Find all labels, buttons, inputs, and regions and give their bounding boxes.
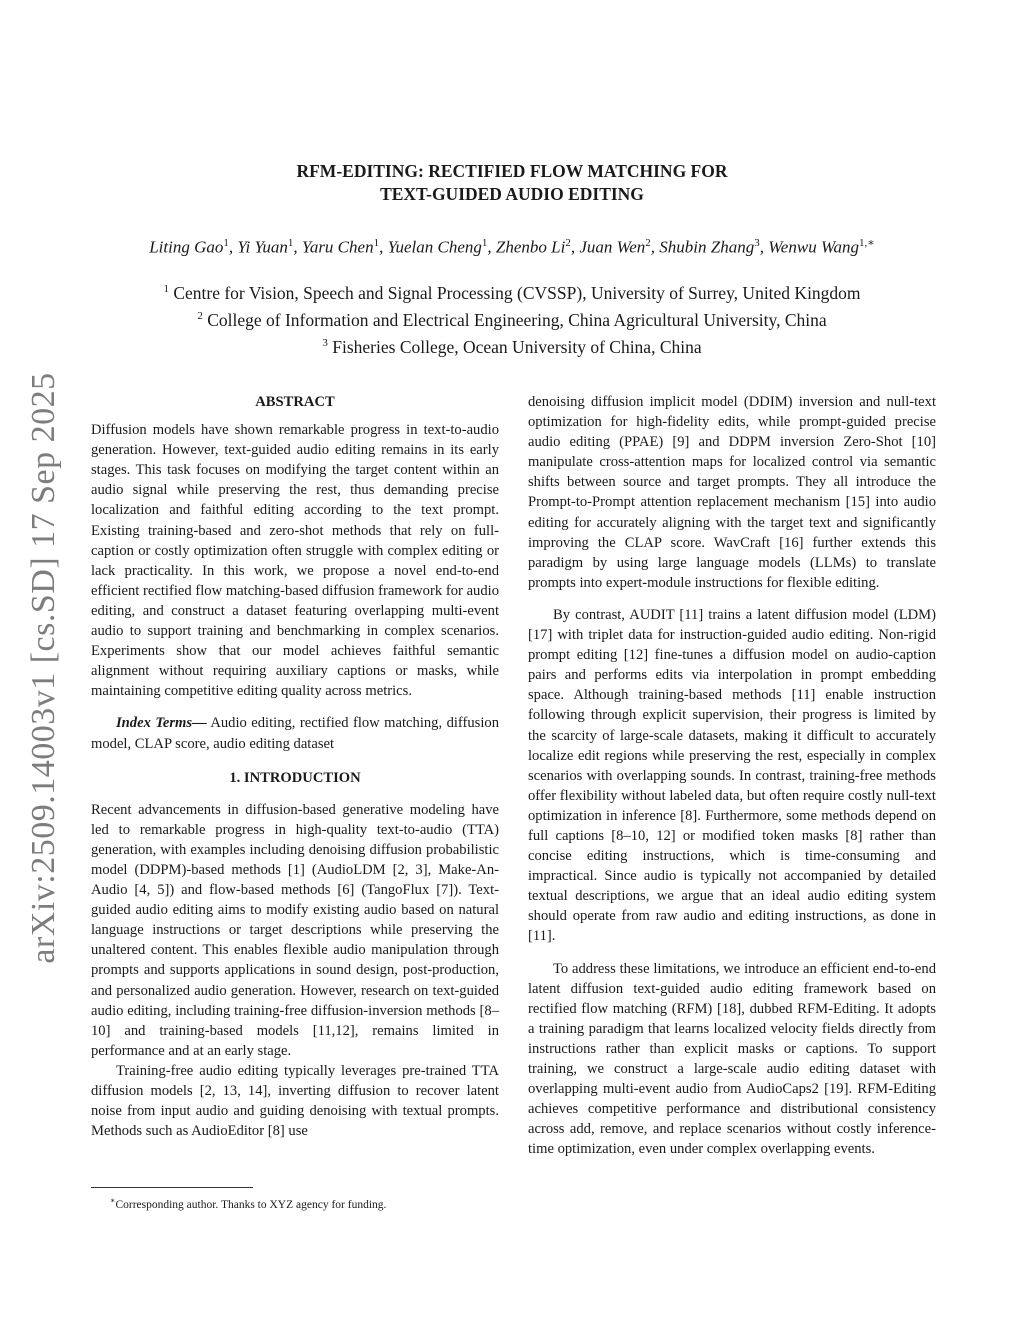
author-affil-sup: 2 — [565, 237, 571, 249]
index-terms — [91, 713, 499, 753]
author-name: Yaru Chen — [301, 237, 374, 257]
author-name: Wenwu Wang — [768, 237, 860, 257]
author-affil-sup: 1,∗ — [859, 237, 875, 249]
author-name: Zhenbo Li — [495, 237, 566, 257]
affiliation-line — [0, 332, 1024, 359]
affiliation-sup: 3 — [322, 336, 328, 349]
title-line-2: TEXT-GUIDED AUDIO EDITING — [380, 184, 644, 204]
footnote-marker: ∗ — [110, 1196, 116, 1205]
author-name: Juan Wen — [579, 237, 646, 257]
affiliation-sup: 1 — [163, 283, 169, 295]
left-column — [91, 392, 499, 1141]
author-affil-sup: 1 — [223, 237, 229, 249]
author-name: Shubin Zhang — [659, 237, 755, 257]
author-affil-sup: 1 — [373, 237, 380, 249]
title-line-1: RFM-EDITING: RECTIFIED FLOW MATCHING FOR — [296, 161, 728, 181]
index-terms-text: Audio editing, rectified flow matching, diffusion model, CLAP score, audio editing dataset — [91, 715, 500, 752]
author-affil-sup: 2 — [645, 237, 651, 249]
affiliation-line — [0, 278, 1024, 305]
author-affil-sup: 1 — [287, 237, 294, 249]
index-terms-label: Index Terms— — [116, 715, 207, 732]
introduction-heading: 1. INTRODUCTION — [229, 769, 361, 786]
affiliation-text: Centre for Vision, Speech and Signal Processing (CVSSP), University of Surrey, United Kingdom — [173, 282, 861, 303]
footnote-text: Corresponding author. Thanks to XYZ agency for funding. — [115, 1198, 387, 1211]
intro-paragraph-1: Recent advancements in diffusion-based generative modeling have led to remarkable progress in high-quality text-to-audio (TTA) generation, with examples including denoising diffusion probabilistic model (DDPM)-based methods [1] (AudioLDM [2, 3], Make-An-Audio [4, 5]) and flow-based methods [6] (TangoFlux [7]). Text-guided audio editing aims to modify existing audio based on natural language instructions or target descriptions while preserving the unaltered content. This enables flexible audio manipulation through prompts and supports applications in sound design, post-production, and personalized audio generation. However, research on text-guided audio editing, including training-free diffusion-inversion methods [8–10] and training-based models [11,12], remains limited in performance and at an early stage. — [91, 801, 499, 1059]
author-affil-sup: 1 — [481, 237, 488, 249]
abstract-text: Diffusion models have shown remarkable progress in text-to-audio generation. However, text-guided audio editing remains in its early stages. This task focuses on modifying the target content within an audio signal while preserving the rest, thus demanding precise localization and faithful editing according to the text prompt. Existing training-based and zero-shot methods that rely on full-caption or costly optimization often struggle with complex editing or lack practicality. In this work, we propose a novel end-to-end efficient rectified flow matching-based diffusion framework for audio editing, and construct a dataset featuring overlapping multi-event audio to support training and benchmarking in complex scenarios. Experiments show that our model achieves faithful semantic alignment without requiring auxiliary captions or masks, while maintaining competitive editing quality across metrics. — [91, 422, 499, 700]
affiliation-list — [0, 278, 1024, 358]
intro-paragraph-3: By contrast, AUDIT [11] trains a latent diffusion model (LDM) [17] with triplet data for instruction-guided audio editing. Non-rigid prompt editing [12] fine-tunes a diffusion model on audio-caption pairs and performs edits via interpolation in prompt embedding space. Although training-based methods [11] enable instruction following through explicit supervision, their progress is limited by the scarcity of large-scale datasets, making it difficult to accurately localize edit regions while preserving the rest, especially in complex scenarios with overlapping sounds. In contrast, training-free methods offer flexibility without labeled data, but often require costly null-text optimization in inference [8]. Furthermore, some methods depend on full captions [8–10, 12] or modified token masks [8] rather than concise editing instructions, which is time-consuming and impractical. Since audio is typically not accompanied by detailed textual descriptions, we argue that an ideal audio editing system should operate from raw audio and editing instructions, as done in [11]. — [528, 606, 936, 945]
footnote — [110, 1193, 386, 1213]
paper-title — [0, 160, 1024, 206]
intro-paragraph-2-start: Training-free audio editing typically leverages pre-trained TTA diffusion models [2, 13, 14], inverting diffusion to recover latent noise from input audio and guiding denoising with textual prompts. Methods such as AudioEditor [8] use — [91, 1062, 499, 1140]
footnote-rule — [91, 1187, 253, 1188]
right-column — [528, 392, 936, 1159]
arxiv-id-text: arXiv:2509.14003v1 [cs.SD] 17 Sep 2025 — [25, 372, 62, 964]
affiliation-sup: 2 — [197, 309, 203, 322]
affiliation-text: Fisheries College, Ocean University of China, China — [332, 336, 702, 357]
author-list: Liting Gao$^1$, Yi Yuan$^1$, Yaru Chen$^1$, Yuelan Cheng$^1$, Zhenbo Li$^2$, Juan Wen$^2$, Shubin Zhang$^3$, Wenwu Wang$^{1,∗}$ — [149, 237, 875, 257]
affiliation-text: College of Information and Electrical Engineering, China Agricultural University, China — [207, 309, 827, 330]
author-name: Yi Yuan — [237, 237, 288, 257]
author-name: Yuelan Cheng — [387, 237, 482, 257]
intro-paragraph-2-cont: denoising diffusion implicit model (DDIM) inversion and null-text optimization for high-fidelity edits, while prompt-guided precise audio editing (PPAE) [9] and DDPM inversion Zero-Shot [10] manipulate cross-attention maps for localized control via semantic shifts between source and target prompts. They all introduce the Prompt-to-Prompt attention replacement mechanism [15] into audio editing for accurately aligning with the target text and significantly improving the CLAP score. WavCraft [16] further extends this paradigm by using large language models (LLMs) to translate prompts into expert-module instructions for flexible editing. — [528, 394, 936, 591]
author-name: Liting Gao — [149, 237, 224, 257]
abstract-heading: ABSTRACT — [255, 394, 335, 410]
intro-paragraph-4: To address these limitations, we introduce an efficient end-to-end latent diffusion text-guided audio editing framework based on rectified flow matching (RFM) [18], dubbed RFM-Editing. It adopts a training paradigm that learns localized velocity fields directly from instructions rather than explicit masks or captions. To support training, we construct a large-scale audio editing dataset with overlapping multi-event audio from AudioCaps2 [19]. RFM-Editing achieves competitive performance and distributional consistency across add, remove, and replace scenarios without costly inference-time optimization, even under complex overlapping events. — [528, 960, 936, 1158]
author-affil-sup: 3 — [754, 237, 760, 249]
affiliation-line — [0, 305, 1024, 332]
